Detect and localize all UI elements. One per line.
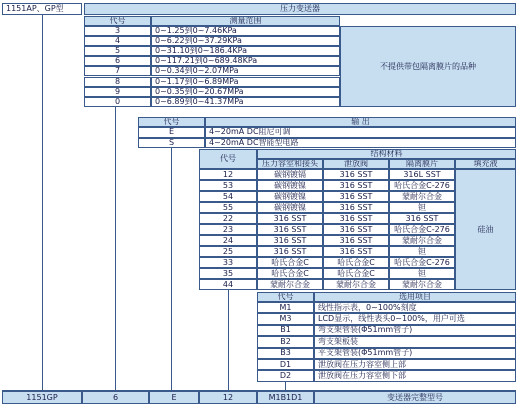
material-col-valve: 泄放阀	[323, 159, 389, 169]
range-value: 0~6.22到0~37.29KPa	[151, 36, 340, 46]
example-options: M1B1D1	[257, 391, 314, 404]
material-chamber: 碳钢镀镍	[257, 191, 323, 202]
material-valve: 316 SST	[323, 224, 389, 235]
example-range: 6	[82, 391, 149, 404]
material-chamber: 316 SST	[257, 213, 323, 224]
range-code: 3	[84, 26, 151, 36]
material-code-header: 代号	[199, 149, 257, 169]
material-chamber: 316 SST	[257, 224, 323, 235]
option-code: M3	[257, 313, 314, 324]
material-col-fill: 填充液	[455, 159, 516, 169]
material-valve: 316 SST	[323, 246, 389, 257]
range-value: 0~6.89到0~41.37MPa	[151, 97, 340, 107]
material-code: 25	[199, 246, 257, 257]
range-code: 9	[84, 87, 151, 97]
material-valve: 316 SST	[323, 191, 389, 202]
option-code: D1	[257, 359, 314, 370]
example-label: 变送器完整型号	[314, 391, 516, 404]
material-chamber: 316 SST	[257, 246, 323, 257]
material-chamber: 哈氏合金C	[257, 268, 323, 279]
material-stem	[228, 290, 229, 390]
option-desc: LCD显示，线性表头0~100%，用户可选	[314, 313, 516, 324]
material-chamber: 哈氏合金C	[257, 257, 323, 268]
range-code: 6	[84, 56, 151, 66]
material-valve: 哈氏合金C	[323, 257, 389, 268]
material-chamber: 碳钢镀镍	[257, 202, 323, 213]
options-header: 选用项目	[314, 292, 516, 302]
output-desc: 4~20mA DC智能型电路	[205, 138, 516, 149]
range-code: 7	[84, 66, 151, 76]
material-group-header: 结构材料	[257, 149, 516, 159]
material-valve: 哈氏合金C	[323, 268, 389, 279]
output-stem	[171, 148, 172, 390]
range-code: 0	[84, 97, 151, 107]
range-value: 0~1.25到0~7.46KPa	[151, 26, 340, 36]
option-desc: 弯支架板装	[314, 336, 516, 347]
range-code-header: 代号	[84, 16, 151, 26]
range-code: 5	[84, 46, 151, 56]
range-header: 测量范围	[151, 16, 340, 26]
option-desc: 泄放阀在压力容室侧上部	[314, 359, 516, 370]
material-diaphragm: 蒙耐尔合金	[389, 191, 455, 202]
material-code: 35	[199, 268, 257, 279]
material-col-diaphragm: 隔离膜片	[389, 159, 455, 169]
option-desc: 泄放阀在压力容室侧下部	[314, 370, 516, 381]
range-note: 不提供带包隔离膜片的品种	[340, 26, 516, 107]
material-diaphragm: 哈氏合金C-276	[389, 180, 455, 191]
option-code: B2	[257, 336, 314, 347]
output-header: 输 出	[205, 117, 516, 127]
material-code: 12	[199, 169, 257, 180]
options-stem	[285, 382, 286, 390]
material-chamber: 碳钢镀镉	[257, 169, 323, 180]
material-code: 22	[199, 213, 257, 224]
material-code: 23	[199, 224, 257, 235]
options-code-header: 代号	[257, 292, 314, 302]
example-material: 12	[199, 391, 257, 404]
output-code-header: 代号	[138, 117, 205, 127]
option-code: B3	[257, 348, 314, 359]
material-code: 55	[199, 202, 257, 213]
option-code: B1	[257, 325, 314, 336]
material-diaphragm: 哈氏合金C-276	[389, 257, 455, 268]
output-code: E	[138, 127, 205, 138]
option-code: M1	[257, 302, 314, 313]
material-valve: 316 SST	[323, 169, 389, 180]
model-label: 1151AP、GP型	[2, 3, 82, 15]
material-diaphragm: 蒙耐尔合金	[389, 235, 455, 246]
material-chamber: 316 SST	[257, 235, 323, 246]
range-value: 0~31.10到0~186.4KPa	[151, 46, 340, 56]
material-code: 24	[199, 235, 257, 246]
example-model: 1151GP	[2, 391, 82, 404]
material-valve: 316 SST	[323, 202, 389, 213]
material-valve: 316 SST	[323, 235, 389, 246]
range-value: 0~1.17到0~6.89MPa	[151, 77, 340, 87]
range-value: 0~117.21到0~689.48KPa	[151, 56, 340, 66]
model-stem	[42, 15, 43, 390]
option-desc: 线性指示表，0~100%刻度	[314, 302, 516, 313]
option-code: D2	[257, 370, 314, 381]
example-output: E	[149, 391, 199, 404]
fill-fluid: 硅油	[455, 169, 516, 290]
output-desc: 4~20mA DC阻尼可调	[205, 127, 516, 138]
material-valve: 316 SST	[323, 213, 389, 224]
material-code: 33	[199, 257, 257, 268]
material-chamber: 碳钢镀镍	[257, 180, 323, 191]
material-diaphragm: 哈氏合金C-276	[389, 224, 455, 235]
material-diaphragm: 316L SST	[389, 169, 455, 180]
material-col-chamber: 压力容室和接头	[257, 159, 323, 169]
option-desc: 平支架管装(Φ51mm管子)	[314, 348, 516, 359]
range-value: 0~0.34到0~2.07MPa	[151, 66, 340, 76]
material-diaphragm: 蒙耐尔合金	[389, 279, 455, 290]
material-valve: 316 SST	[323, 180, 389, 191]
material-diaphragm: 钽	[389, 202, 455, 213]
material-code: 53	[199, 180, 257, 191]
material-valve: 蒙耐尔合金	[323, 279, 389, 290]
option-desc: 弯支架管装(Φ51mm管子)	[314, 325, 516, 336]
material-code: 44	[199, 279, 257, 290]
output-code: S	[138, 138, 205, 149]
material-diaphragm: 316 SST	[389, 213, 455, 224]
range-value: 0~0.35到0~20.67MPa	[151, 87, 340, 97]
range-stem	[115, 107, 116, 390]
material-diaphragm: 钽	[389, 246, 455, 257]
material-code: 54	[199, 191, 257, 202]
range-code: 8	[84, 77, 151, 87]
material-diaphragm: 钽	[389, 268, 455, 279]
range-code: 4	[84, 36, 151, 46]
material-chamber: 蒙耐尔合金	[257, 279, 323, 290]
product-title: 压力变送器	[84, 3, 516, 15]
